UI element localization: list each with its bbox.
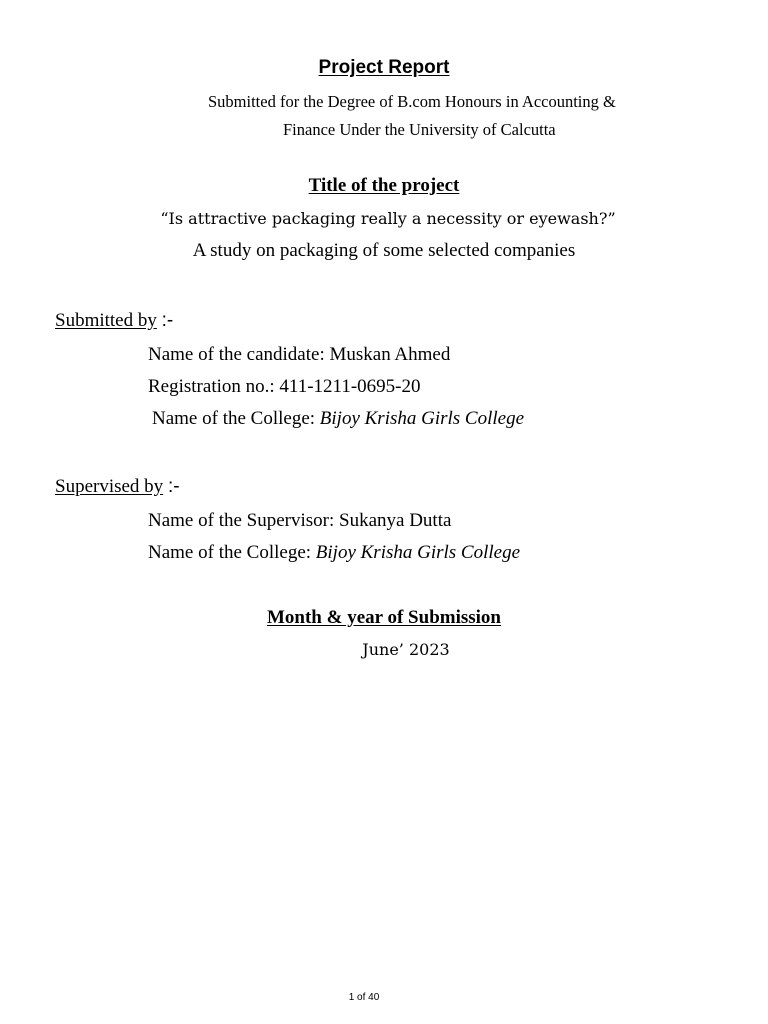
candidate-college-row	[152, 408, 524, 430]
submitted-by-label-row	[55, 310, 173, 332]
submitted-by-separator: :-	[161, 310, 174, 331]
candidate-name-label: Name of the candidate:	[148, 344, 330, 365]
submission-date: June’ 2023	[362, 640, 450, 659]
candidate-name-value: Muskan Ahmed	[329, 344, 451, 365]
candidate-name-row	[148, 344, 450, 366]
supervisor-college-label: Name of the College:	[148, 542, 316, 563]
project-title-quote: “Is attractive packaging really a necessity or eyewash?”	[160, 209, 616, 228]
supervisor-name-label: Name of the Supervisor:	[148, 510, 340, 531]
submission-heading: Month & year of Submission	[266, 607, 501, 628]
registration-label: Registration no.:	[148, 376, 280, 397]
supervised-by-separator: :-	[167, 476, 180, 497]
registration-value: 411-1211-0695-20	[279, 376, 421, 397]
submitted-by-label: Submitted by	[55, 310, 157, 331]
candidate-college-label: Name of the College:	[152, 408, 320, 429]
supervisor-name-row	[148, 510, 451, 532]
supervisor-name-value: Sukanya Dutta	[339, 510, 452, 531]
supervisor-college-row	[148, 542, 520, 564]
supervisor-college-value: Bijoy Krisha Girls College	[315, 542, 521, 563]
project-title-heading: Title of the project	[308, 175, 460, 196]
supervised-by-label: Supervised by	[55, 476, 164, 497]
report-title: Project Report	[318, 57, 450, 78]
candidate-college-value: Bijoy Krisha Girls College	[319, 408, 525, 429]
supervised-by-label-row	[55, 476, 180, 498]
project-subtitle: A study on packaging of some selected companies	[192, 240, 576, 261]
submitted-for-line-2: Finance Under the University of Calcutta	[283, 120, 556, 139]
registration-row	[148, 376, 420, 398]
submitted-for-line-1: Submitted for the Degree of B.com Honours in Accounting &	[208, 92, 616, 111]
page-indicator: 1 of 40	[348, 992, 380, 1003]
